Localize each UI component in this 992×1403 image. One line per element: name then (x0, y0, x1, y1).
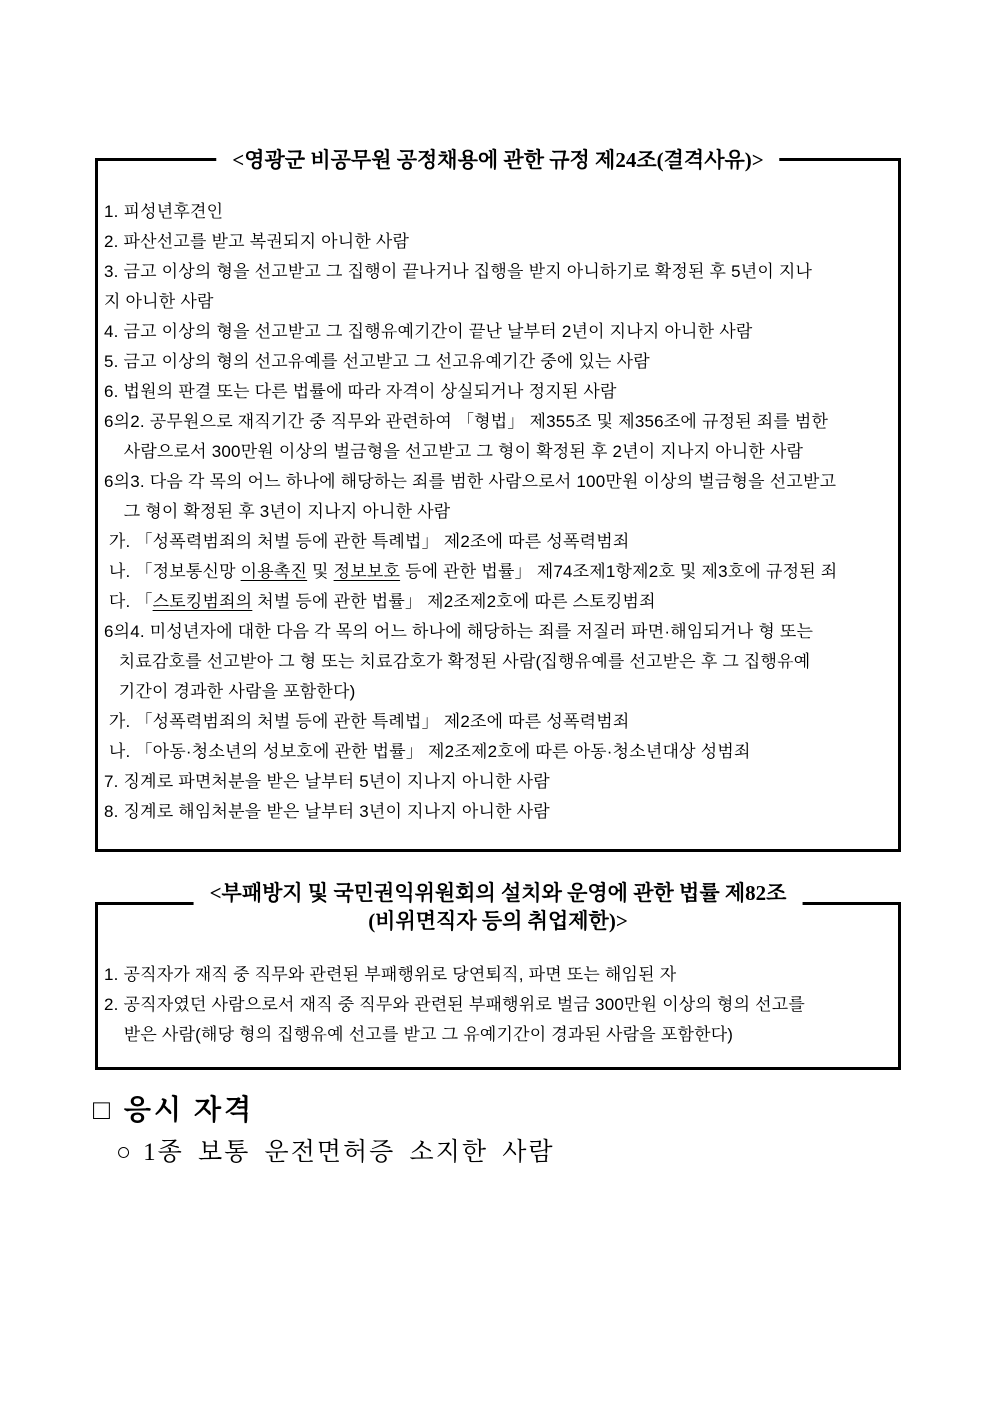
corruption-act-box (95, 881, 901, 1070)
text-line (104, 617, 892, 647)
eligibility-item-label: 1종 보통 운전면허증 소지한 사람 (143, 1139, 555, 1166)
text-segment: 치료감호를 선고받아 그 형 또는 치료감호가 확정된 사람(집행유예를 선고받은 후 그 집행유예 (104, 652, 811, 671)
text-line (104, 407, 892, 437)
box1-title: <영광군 비공무원 공정채용에 관한 규정 제24조(결격사유)> (216, 147, 779, 173)
text-line (104, 497, 892, 527)
text-segment: 5. 금고 이상의 형의 선고유예를 선고받고 그 선고유예기간 중에 있는 사람 (104, 352, 650, 371)
text-segment: 등에 관한 법률」 제74조제1항제2호 및 제3호에 규정된 죄 (400, 562, 838, 581)
text-segment: 1. 피성년후견인 (104, 202, 224, 221)
eligibility-heading-label: 응시 자격 (123, 1095, 255, 1126)
text-line (104, 797, 892, 827)
text-line (104, 287, 892, 317)
text-segment: 1. 공직자가 재직 중 직무와 관련된 부패행위로 당연퇴직, 파면 또는 해임된 자 (104, 965, 677, 984)
text-segment: 2. 파산선고를 받고 복권되지 아니한 사람 (104, 232, 410, 251)
text-segment: 8. 징계로 해임처분을 받은 날부터 3년이 지나지 아니한 사람 (104, 802, 550, 821)
text-line (104, 377, 892, 407)
text-segment: 그 형이 확정된 후 3년이 지나지 아니한 사람 (104, 502, 451, 521)
text-line (104, 557, 892, 587)
eligibility-heading (93, 1094, 254, 1128)
text-segment: 사람으로서 300만원 이상의 벌금형을 선고받고 그 형이 확정된 후 2년이 지나지 아니한 사람 (104, 442, 804, 461)
text-segment: 4. 금고 이상의 형을 선고받고 그 집행유예기간이 끝난 날부터 2년이 지나지 아니한 사람 (104, 322, 753, 341)
box1-body (98, 161, 898, 827)
text-line (104, 197, 892, 227)
text-line (104, 227, 892, 257)
text-segment: 가. 「성폭력범죄의 처벌 등에 관한 특례법」 제2조에 따른 성폭력범죄 (104, 532, 630, 551)
box2-title-line2: (비위면직자 등의 취업제한)> (368, 909, 628, 933)
text-line (104, 1020, 892, 1050)
text-line (104, 737, 892, 767)
text-segment: 6의4. 미성년자에 대한 다음 각 목의 어느 하나에 해당하는 죄를 저질러 파면·해임되거나 형 또는 (104, 622, 814, 641)
text-segment: 6의2. 공무원으로 재직기간 중 직무와 관련하여 「형법」 제355조 및 제356조에 규정된 죄를 범한 (104, 412, 829, 431)
underlined-text-segment: 이용촉진 (240, 562, 308, 581)
circle-bullet-icon: ○ (116, 1139, 132, 1166)
text-segment: 다. 「 (104, 592, 153, 611)
box2-title-line1: <부패방지 및 국민권익위원회의 설치와 운영에 관한 법률 제82조 (209, 881, 787, 905)
text-line (104, 437, 892, 467)
text-line (104, 647, 892, 677)
box2-title (194, 879, 803, 935)
square-bullet-icon: □ (93, 1095, 110, 1126)
text-line (104, 990, 892, 1020)
text-line (104, 347, 892, 377)
text-segment: 7. 징계로 파면처분을 받은 날부터 5년이 지나지 아니한 사람 (104, 772, 550, 791)
text-segment: 3. 금고 이상의 형을 선고받고 그 집행이 끝나거나 집행을 받지 아니하기로 확정된 후 5년이 지나 (104, 262, 813, 281)
text-line (104, 707, 892, 737)
text-segment: 6의3. 다음 각 목의 어느 하나에 해당하는 죄를 범한 사람으로서 100만원 이상의 벌금형을 선고받고 (104, 472, 837, 491)
text-segment: 받은 사람(해당 형의 집행유예 선고를 받고 그 유예기간이 경과된 사람을 포함한다) (104, 1025, 734, 1044)
text-segment: 나. 「정보통신망 (104, 562, 241, 581)
disqualification-regulation-box (95, 148, 901, 852)
underlined-text-segment: 정보보호 (333, 562, 401, 581)
text-segment: 가. 「성폭력범죄의 처벌 등에 관한 특례법」 제2조에 따른 성폭력범죄 (104, 712, 630, 731)
text-line (104, 467, 892, 497)
text-segment: 2. 공직자였던 사람으로서 재직 중 직무와 관련된 부패행위로 벌금 300만원 이상의 형의 선고를 (104, 995, 806, 1014)
text-line (104, 960, 892, 990)
eligibility-item (116, 1137, 555, 1169)
text-line (104, 257, 892, 287)
text-segment: 기간이 경과한 사람을 포함한다) (104, 682, 356, 701)
text-segment: 나. 「아동·청소년의 성보호에 관한 법률」 제2조제2호에 따른 아동·청소년대상 성범죄 (104, 742, 751, 761)
text-line (104, 527, 892, 557)
text-segment: 6. 법원의 판결 또는 다른 법률에 따라 자격이 상실되거나 정지된 사람 (104, 382, 617, 401)
underlined-text-segment: 스토킹범죄의 (152, 592, 253, 611)
text-line (104, 587, 892, 617)
text-line (104, 767, 892, 797)
text-segment: 처벌 등에 관한 법률」 제2조제2호에 따른 스토킹범죄 (252, 592, 656, 611)
text-segment: 및 (307, 562, 334, 581)
text-line (104, 317, 892, 347)
text-segment: 지 아니한 사람 (104, 292, 214, 311)
text-line (104, 677, 892, 707)
